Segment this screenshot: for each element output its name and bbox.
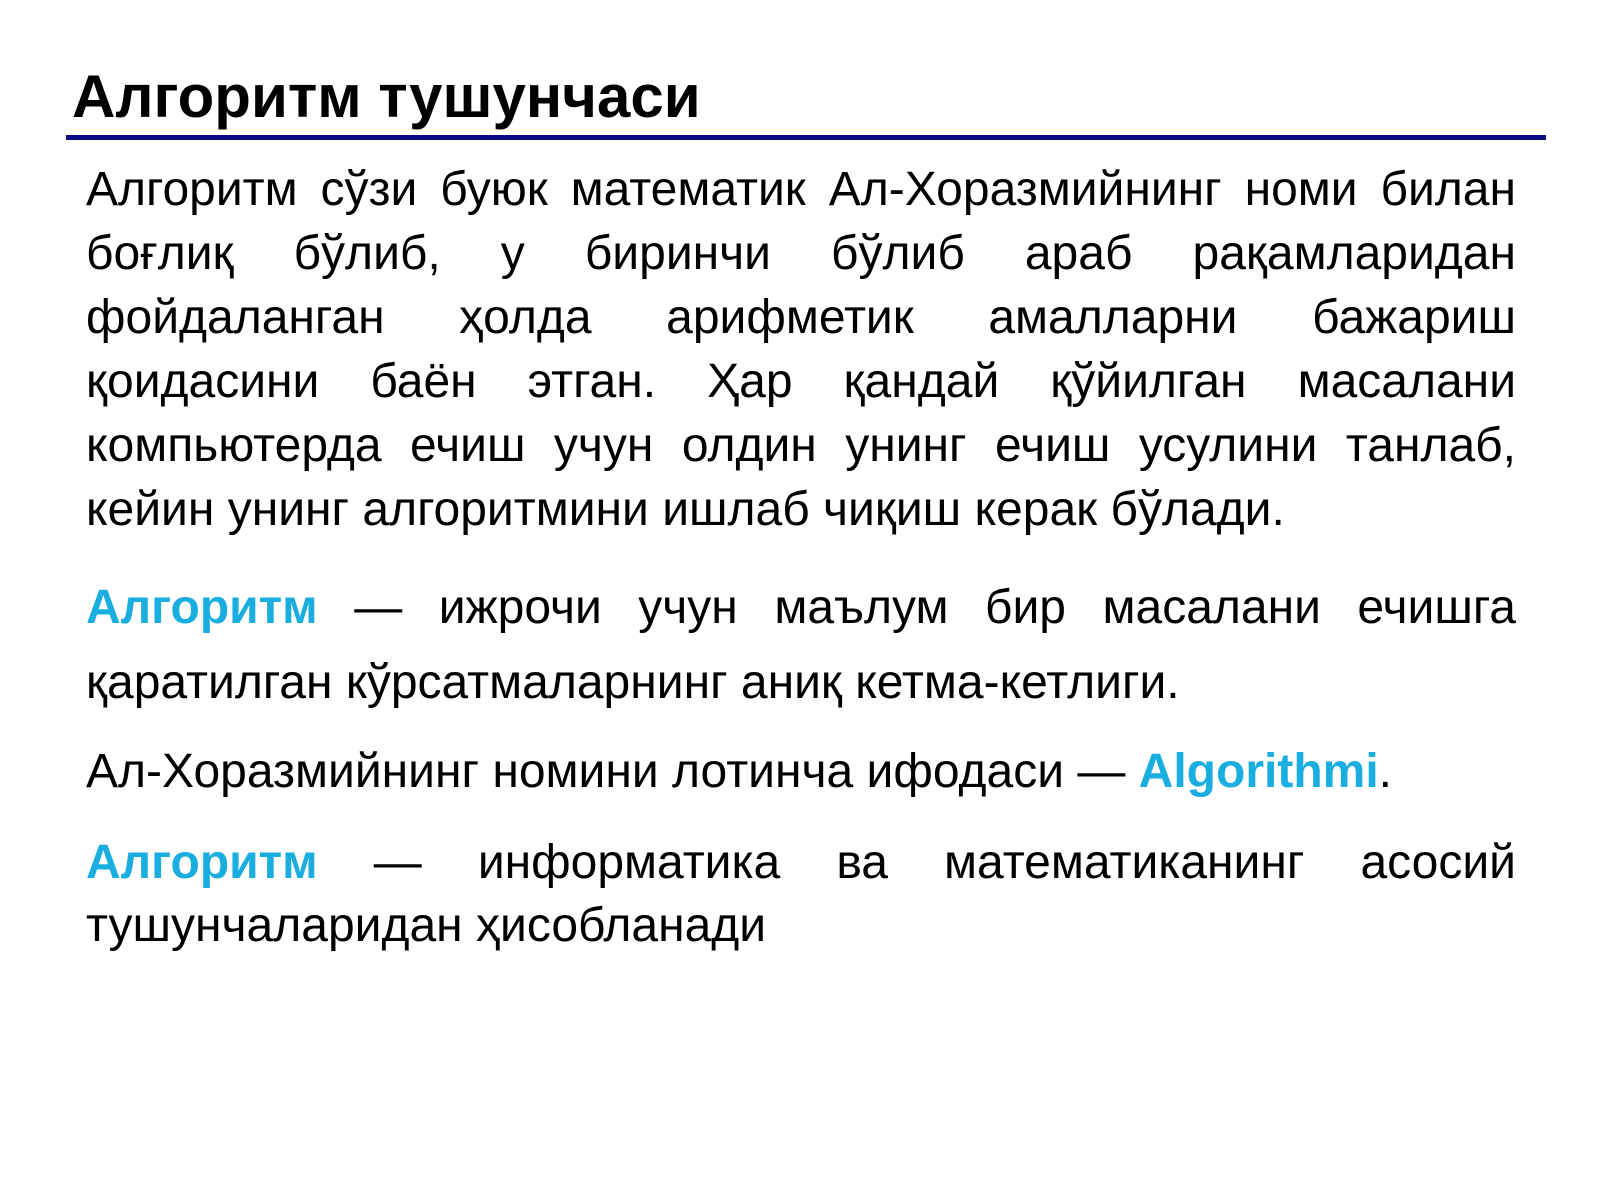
highlighted-term: Алгоритм [86,581,318,634]
highlighted-term: Algorithmi [1138,745,1379,798]
latin-name-paragraph [86,740,1516,803]
basic-concept-text: — информатика ва математиканинг асосий тушунчаларидан ҳисобланади [86,836,1516,952]
basic-concept-paragraph [86,831,1516,957]
definition-text: — ижрочи учун маълум бир масалани ечишга қаратилган кўрсатмаларнинг аниқ кетма-кетлиги [86,581,1516,709]
latin-name-text: Ал-Хоразмийнинг номини лотинча ифодаси — [86,745,1139,798]
intro-paragraph: Алгоритм сўзи буюк математик Ал-Хоразмийнинг номи билан боғлиқ бўлиб, у биринчи бўлиб араб рақамларидан фойдаланган ҳолда арифметик амалларни бажариш қоидасини баён этган. Ҳар қандай қўйилган масалани компьютерда ечиш учун олдин унинг ечиш усулини танлаб, кейин унинг алгоритмини ишлаб чиқиш керак бўлади. [86,163,1516,536]
definition-period: . [1166,656,1180,709]
latin-name-period: . [1378,745,1392,798]
title-underline [66,135,1546,140]
slide-title: Алгоритм тушунчаси [72,63,701,130]
slide-body [86,158,1516,957]
highlighted-term: Алгоритм [86,836,318,889]
definition-paragraph [86,570,1516,720]
